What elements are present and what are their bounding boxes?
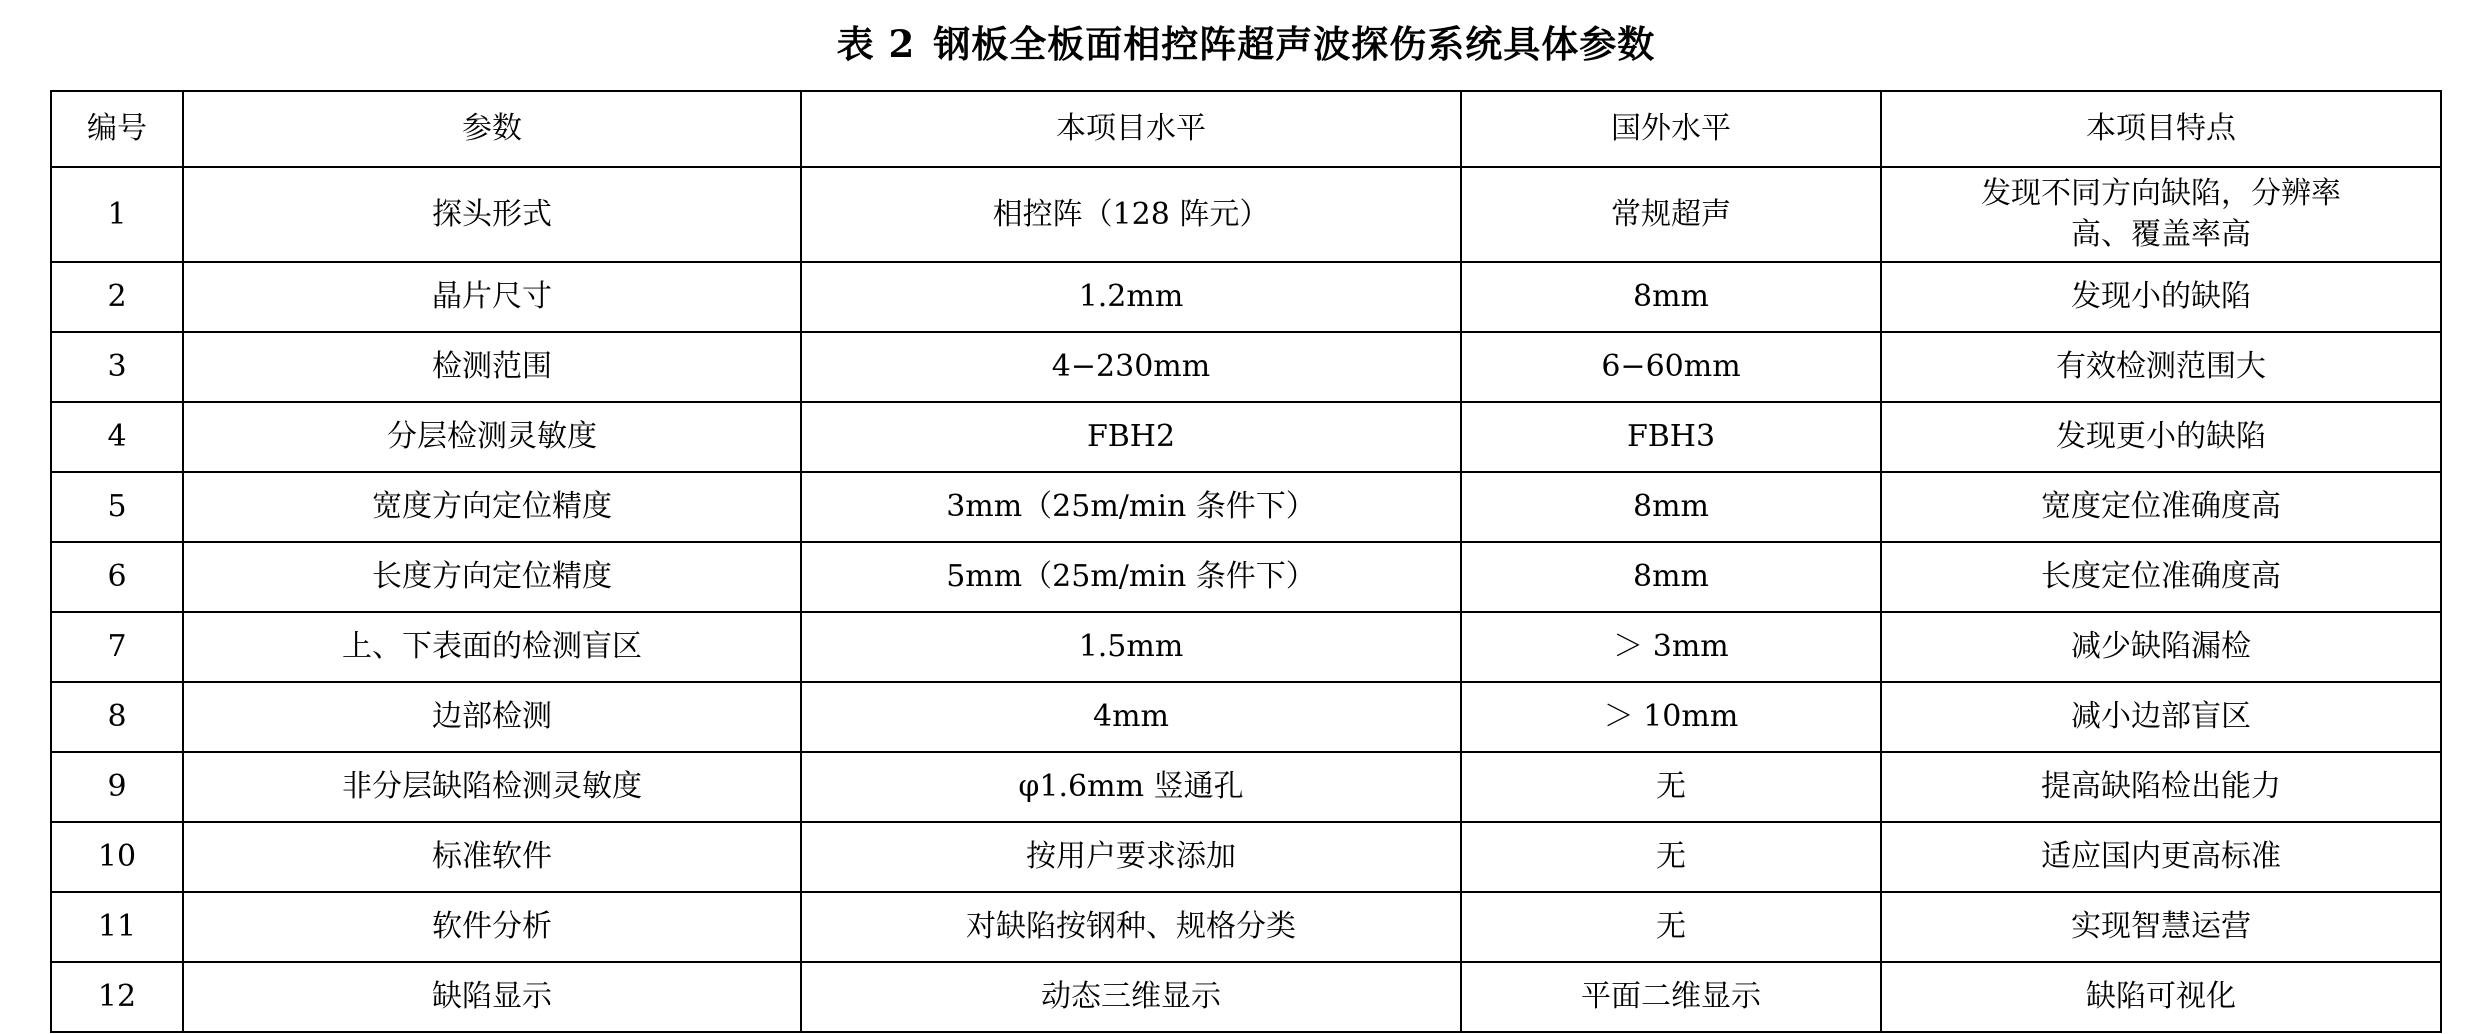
table-row (51, 682, 2441, 752)
cell-no: 8 (51, 682, 183, 752)
cell-no: 11 (51, 892, 183, 962)
cell-foreign: 6−60mm (1461, 332, 1881, 402)
cell-param: 边部检测 (183, 682, 801, 752)
table-row (51, 542, 2441, 612)
cell-no: 9 (51, 752, 183, 822)
cell-project: 4−230mm (801, 332, 1461, 402)
cell-param: 非分层缺陷检测灵敏度 (183, 752, 801, 822)
cell-feature: 缺陷可视化 (1881, 962, 2441, 1032)
cell-no: 12 (51, 962, 183, 1032)
cell-feature-line2: 高、覆盖率高 (2071, 216, 2251, 252)
cell-no: 7 (51, 612, 183, 682)
cell-project: 对缺陷按钢种、规格分类 (801, 892, 1461, 962)
column-header-foreign-level: 国外水平 (1461, 91, 1881, 167)
cell-param: 检测范围 (183, 332, 801, 402)
cell-param: 晶片尺寸 (183, 262, 801, 332)
cell-project: FBH2 (801, 402, 1461, 472)
cell-project: 相控阵（128 阵元） (801, 167, 1461, 262)
table-caption-label: 表 2 (836, 22, 916, 66)
cell-no: 1 (51, 167, 183, 262)
cell-project: 动态三维显示 (801, 962, 1461, 1032)
cell-no: 5 (51, 472, 183, 542)
cell-project: 1.2mm (801, 262, 1461, 332)
table-caption-title: 钢板全板面相控阵超声波探伤系统具体参数 (933, 22, 1656, 66)
cell-feature: 发现小的缺陷 (1881, 262, 2441, 332)
cell-no: 2 (51, 262, 183, 332)
cell-feature: 提高缺陷检出能力 (1881, 752, 2441, 822)
cell-feature: 长度定位准确度高 (1881, 542, 2441, 612)
table-row (51, 167, 2441, 262)
table-caption (0, 0, 2492, 90)
cell-project: 按用户要求添加 (801, 822, 1461, 892)
column-header-project-feature: 本项目特点 (1881, 91, 2441, 167)
cell-param: 上、下表面的检测盲区 (183, 612, 801, 682)
table-row (51, 332, 2441, 402)
cell-project: 3mm（25m/min 条件下） (801, 472, 1461, 542)
cell-foreign: 8mm (1461, 542, 1881, 612)
cell-feature: 宽度定位准确度高 (1881, 472, 2441, 542)
column-header-project-level: 本项目水平 (801, 91, 1461, 167)
table-row (51, 752, 2441, 822)
cell-param: 宽度方向定位精度 (183, 472, 801, 542)
cell-foreign: ＞ 3mm (1461, 612, 1881, 682)
table-row (51, 472, 2441, 542)
cell-feature (1881, 167, 2441, 262)
cell-foreign: 常规超声 (1461, 167, 1881, 262)
cell-param: 长度方向定位精度 (183, 542, 801, 612)
cell-feature: 减小边部盲区 (1881, 682, 2441, 752)
column-header-param: 参数 (183, 91, 801, 167)
cell-foreign: 无 (1461, 892, 1881, 962)
cell-param: 标准软件 (183, 822, 801, 892)
cell-project: 4mm (801, 682, 1461, 752)
cell-feature: 有效检测范围大 (1881, 332, 2441, 402)
cell-param: 分层检测灵敏度 (183, 402, 801, 472)
cell-no: 3 (51, 332, 183, 402)
cell-foreign: FBH3 (1461, 402, 1881, 472)
cell-project: 1.5mm (801, 612, 1461, 682)
cell-foreign: 无 (1461, 752, 1881, 822)
parameters-table (50, 90, 2442, 1033)
cell-no: 4 (51, 402, 183, 472)
table-header-row (51, 91, 2441, 167)
cell-no: 10 (51, 822, 183, 892)
cell-param: 缺陷显示 (183, 962, 801, 1032)
cell-foreign: 8mm (1461, 262, 1881, 332)
column-header-no: 编号 (51, 91, 183, 167)
cell-feature: 适应国内更高标准 (1881, 822, 2441, 892)
table-row (51, 402, 2441, 472)
cell-foreign: 平面二维显示 (1461, 962, 1881, 1032)
cell-feature: 发现更小的缺陷 (1881, 402, 2441, 472)
cell-feature-line1: 发现不同方向缺陷，分辨率 (1981, 176, 2341, 211)
table-row (51, 822, 2441, 892)
table-row (51, 262, 2441, 332)
cell-project: φ1.6mm 竖通孔 (801, 752, 1461, 822)
cell-param: 探头形式 (183, 167, 801, 262)
cell-foreign: 8mm (1461, 472, 1881, 542)
cell-foreign: ＞ 10mm (1461, 682, 1881, 752)
cell-feature: 减少缺陷漏检 (1881, 612, 2441, 682)
cell-feature: 实现智慧运营 (1881, 892, 2441, 962)
cell-param: 软件分析 (183, 892, 801, 962)
table-row (51, 962, 2441, 1032)
table-row (51, 892, 2441, 962)
cell-project: 5mm（25m/min 条件下） (801, 542, 1461, 612)
table-row (51, 612, 2441, 682)
cell-no: 6 (51, 542, 183, 612)
cell-foreign: 无 (1461, 822, 1881, 892)
